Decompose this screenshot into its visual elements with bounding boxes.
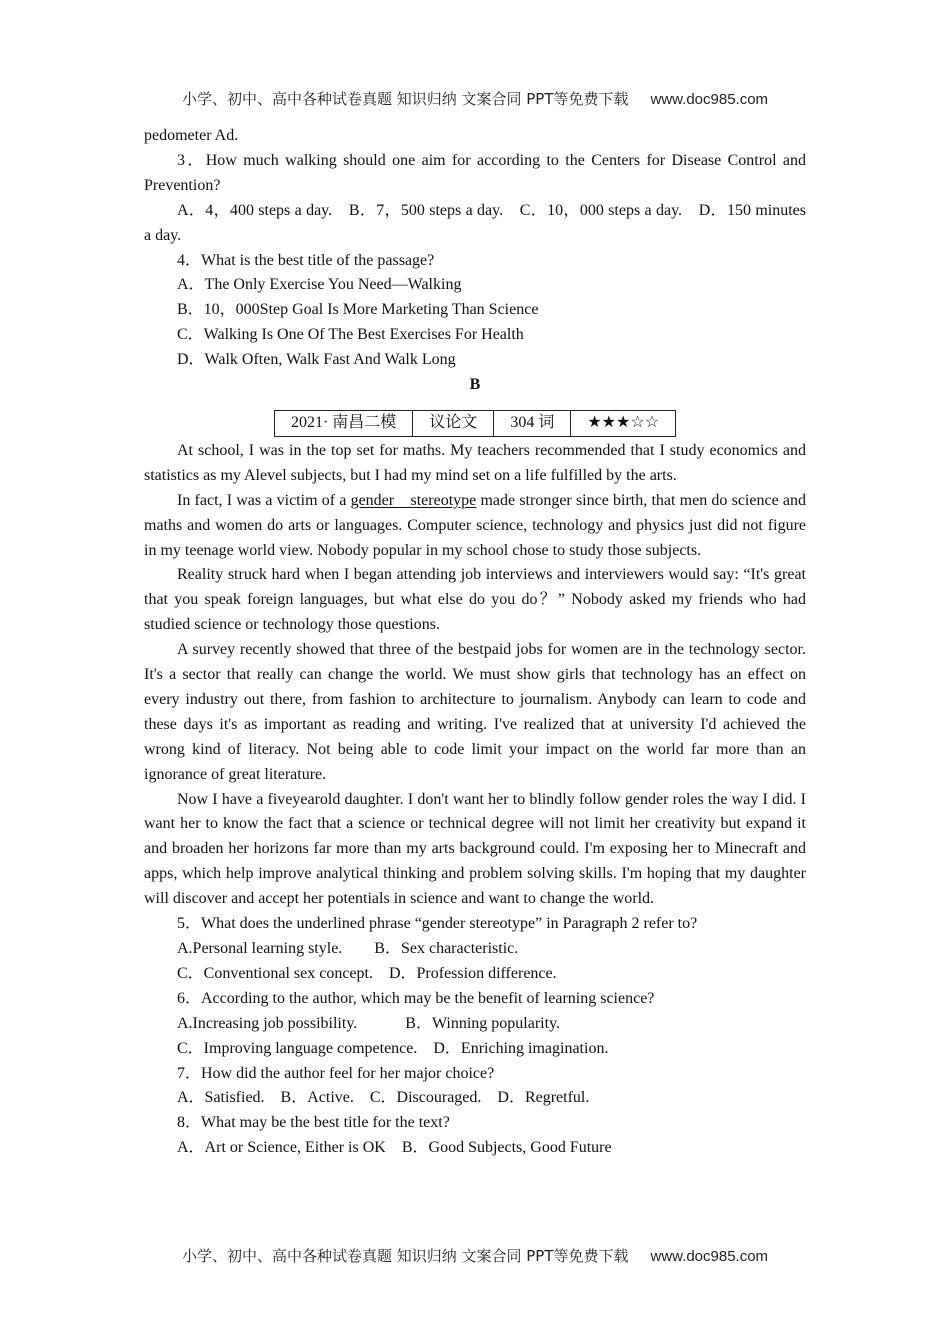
paragraph-2 bbox=[144, 489, 806, 564]
header-site[interactable]: www.doc985.com bbox=[650, 91, 769, 108]
question-3-options: A．4，400 steps a day. B．7，500 steps a day. C．10，000 steps a day. D．150 minutes a day. bbox=[144, 201, 806, 244]
paragraph-5: Now I have a fiveyearold daughter. I don't want her to blindly follow gender roles the way I did. I want her to know the fact that a science or technical degree will not limit her creativity but expand it and broaden her horizons far more than my arts background could. I'm exposing her to Minecraft and apps, which help improve analytical thinking and problem solving skills. I'm hoping that my daughter will discover and accept her potentials in science and want to change the world. bbox=[144, 790, 806, 908]
option: A．The Only Exercise You Need—Walking bbox=[177, 276, 462, 294]
underlined-phrase: gender stereotype bbox=[350, 491, 477, 509]
option: A.Personal learning style. B．Sex characteristic. bbox=[177, 940, 519, 957]
paragraph-4: A survey recently showed that three of the bestpaid jobs for women are in the technology sector. It's a sector that really can change the world. We must show girls that technology has an effect on every industry out there, from fashion to architecture to journalism. Anybody can learn to code and these days it's as important as reading and writing. I've realized that at university I'd achieved the wrong kind of literacy. Not being able to code limit your impact on the world far more than an ignorance of great literature. bbox=[144, 641, 806, 783]
question-8: 8．What may be the best title for the text? bbox=[177, 1114, 450, 1132]
option: A．Art or Science, Either is OK B．Good Subjects, Good Future bbox=[177, 1139, 612, 1157]
info-source: 2021· 南昌二模 bbox=[274, 410, 412, 436]
info-genre: 议论文 bbox=[413, 410, 494, 436]
question-7: 7．How did the author feel for her major choice? bbox=[177, 1064, 495, 1082]
option: C．Improving language competence. D．Enriching imagination. bbox=[177, 1039, 609, 1057]
paragraph-1: At school, I was in the top set for maths. My teachers recommended that I study economics and statistics as my Alevel subjects, but I had my mind set on a life fulfilled by the arts. bbox=[144, 441, 806, 484]
option: A．Satisfied. B．Active. C．Discouraged. D．Regretful. bbox=[177, 1089, 590, 1107]
text: In fact, I was a victim of a bbox=[177, 491, 351, 509]
footer-text: 小学、初中、高中各种试卷真题 知识归纳 文案合同 PPT等免费下载 bbox=[181, 1247, 629, 1265]
option: C．Walking Is One Of The Best Exercises For Health bbox=[177, 326, 524, 344]
passage-info-table bbox=[274, 410, 676, 437]
paragraph-3: Reality struck hard when I began attending job interviews and interviewers would say: “It's great that you speak foreign languages, but what else do you do？” Nobody asked my friends who had studied science or technology those questions. bbox=[144, 566, 806, 634]
section-title: B bbox=[469, 376, 481, 394]
page-footer bbox=[0, 1245, 950, 1266]
question-5: 5．What does the underlined phrase “gender stereotype” in Paragraph 2 refer to? bbox=[177, 915, 698, 933]
option: D．Walk Often, Walk Fast And Walk Long bbox=[177, 351, 456, 369]
question-3: 3．How much walking should one aim for according to the Centers for Disease Control and Prevention? bbox=[144, 151, 806, 194]
info-difficulty: ★★★☆☆ bbox=[571, 410, 676, 436]
info-words: 304 词 bbox=[494, 410, 571, 436]
text: made stronger since birth, that men do science and maths and women do arts or languages. Computer science, technology and physics just did not figure in my teenage world view. Nobody popular in my school chose to study those subjects. bbox=[144, 491, 806, 559]
option: A.Increasing job possibility. B．Winning popularity. bbox=[177, 1014, 561, 1032]
header-text: 小学、初中、高中各种试卷真题 知识归纳 文案合同 PPT等免费下载 bbox=[181, 90, 629, 108]
question-6: 6．According to the author, which may be the benefit of learning science? bbox=[177, 989, 655, 1007]
text-line: pedometer Ad. bbox=[144, 127, 239, 144]
document-body bbox=[144, 124, 806, 1161]
page-header bbox=[0, 88, 950, 109]
option: C．Conventional sex concept. D．Profession difference. bbox=[177, 964, 557, 982]
footer-site[interactable]: www.doc985.com bbox=[650, 1248, 769, 1265]
option: B．10，000Step Goal Is More Marketing Than Science bbox=[177, 301, 539, 319]
question-4: 4．What is the best title of the passage? bbox=[177, 251, 435, 269]
